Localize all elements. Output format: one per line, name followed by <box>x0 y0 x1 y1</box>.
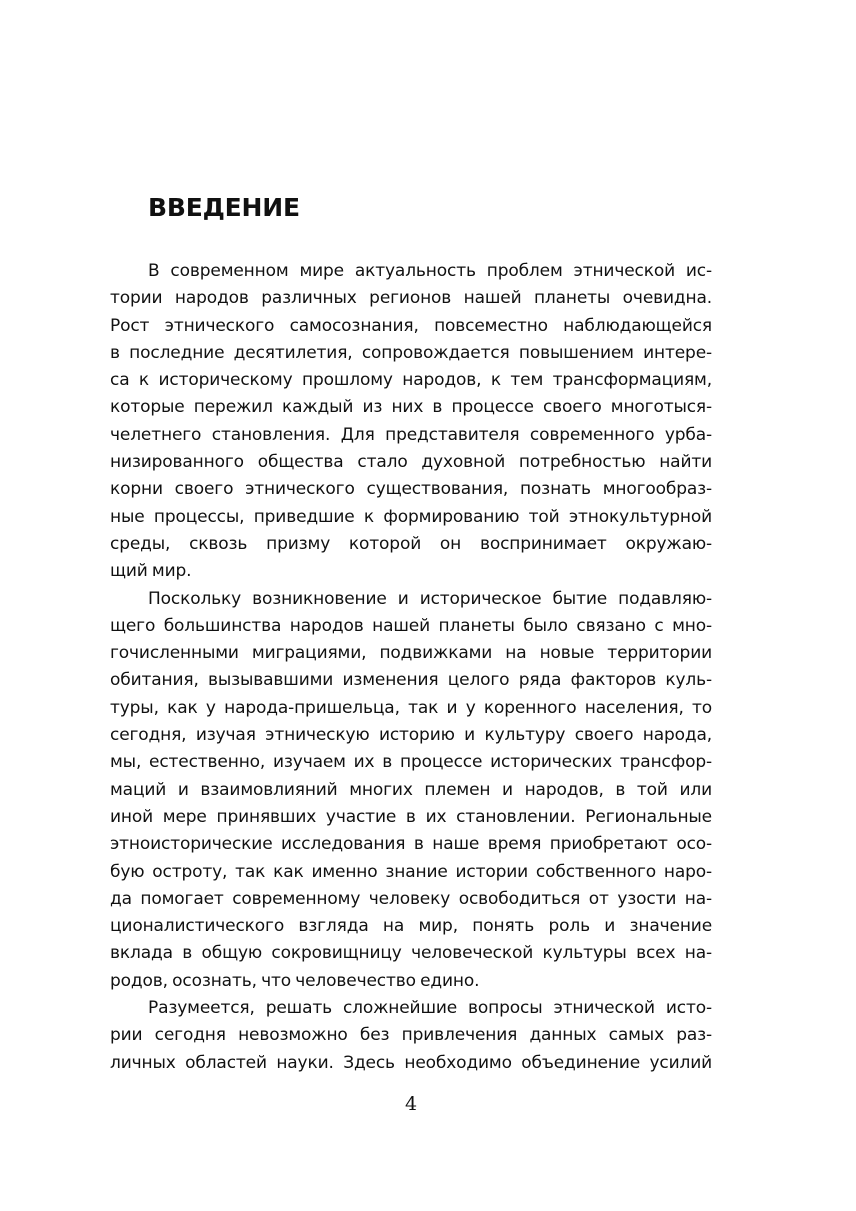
text-line: в последние десятилетия, сопровождается повышением интере- <box>110 342 712 363</box>
paragraph <box>110 258 712 586</box>
text-line: бую остроту, так как именно знание истории собственного наро- <box>110 861 712 882</box>
text-line: Рост этнического самосознания, повсеместно наблюдающейся <box>110 315 712 336</box>
text-line: которые пережил каждый из них в процессе своего многотыся- <box>110 397 712 418</box>
text-line: В современном мире актуальность проблем этнической ис- <box>148 261 712 281</box>
text-line: этноисторические исследования в наше время приобретают осо- <box>110 834 712 855</box>
text-line: маций и взаимовлияний многих племен и народов, в той или <box>110 779 712 800</box>
text-line: гочисленными миграциями, подвижками на новые территории <box>110 643 712 664</box>
paragraph <box>110 995 712 1077</box>
text-line: личных областей науки. Здесь необходимо объединение усилий <box>110 1052 712 1073</box>
text-line: ные процессы, приведшие к формированию той этнокультурной <box>110 506 712 527</box>
text-line: иной мере принявших участие в их становлении. Региональные <box>110 806 712 827</box>
body-text <box>110 258 712 1077</box>
book-page <box>110 0 712 1211</box>
text-line: обитания, вызывавшими изменения целого ряда факторов куль- <box>110 670 712 691</box>
text-line: Поскольку возникновение и историческое бытие подавляю- <box>148 588 712 609</box>
text-line: са к историческому прошлому народов, к тем трансформациям, <box>110 370 712 391</box>
text-line: щего большинства народов нашей планеты было связано с мно- <box>110 615 712 636</box>
paragraph <box>110 586 712 995</box>
text-line: мы, естественно, изучаем их в процессе исторических трансфор- <box>110 752 712 773</box>
text-line: тории народов различных регионов нашей планеты очевидна. <box>110 288 712 309</box>
text-line: Разумеется, решать сложнейшие вопросы этнической исто- <box>148 998 712 1019</box>
text-line: да помогает современному человеку освободиться от узости на- <box>110 888 712 909</box>
text-line: корни своего этнического существования, познать многообраз- <box>110 479 712 500</box>
text-line: низированного общества стало духовной потребностью найти <box>110 452 712 473</box>
text-line: туры, как у народа-пришельца, так и у коренного населения, то <box>110 697 712 718</box>
text-line: ционалистического взгляда на мир, понять роль и значение <box>110 916 712 937</box>
chapter-title: ВВЕДЕНИЕ <box>148 193 300 222</box>
text-line: рии сегодня невозможно без привлечения данных самых раз- <box>110 1025 712 1046</box>
page-number: 4 <box>404 1093 418 1115</box>
text-line: щий мир. <box>110 561 192 582</box>
text-line: среды, сквозь призму которой он воспринимает окружаю- <box>110 533 712 554</box>
text-line: родов, осознать, что человечество едино. <box>110 970 480 991</box>
text-line: сегодня, изучая этническую историю и культуру своего народа, <box>110 725 712 746</box>
text-line: челетнего становления. Для представителя современного урба- <box>110 424 712 445</box>
text-line: вклада в общую сокровищницу человеческой культуры всех на- <box>110 943 712 964</box>
